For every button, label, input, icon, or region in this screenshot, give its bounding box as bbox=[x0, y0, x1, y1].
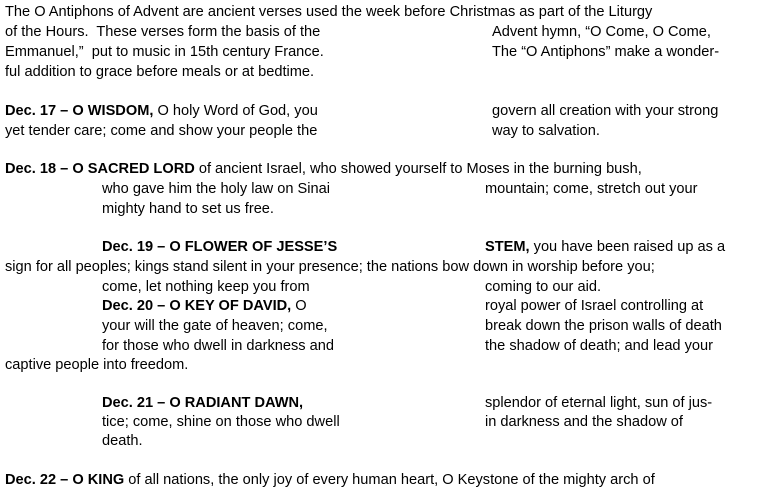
dec17-text-1a: O holy Word of God, you bbox=[153, 103, 318, 119]
dec19-line-3-left: come, let nothing keep you from bbox=[102, 279, 310, 295]
dec20-line-2-left: your will the gate of heaven; come, bbox=[102, 318, 328, 334]
intro-line-1: The O Antiphons of Advent are ancient verses used the week before Christmas as part of the Liturgy bbox=[5, 4, 653, 20]
dec17-line-2-left: yet tender care; come and show your people the bbox=[5, 123, 318, 139]
intro-line-3-left: Emmanuel,” put to music in 15th century France. bbox=[5, 44, 324, 60]
dec21-line-2-left: tice; come, shine on those who dwell bbox=[102, 414, 340, 430]
dec18-line-2-left: who gave him the holy law on Sinai bbox=[102, 181, 330, 197]
dec17-line-1 bbox=[5, 102, 318, 121]
dec19-line-3-right: coming to our aid. bbox=[485, 279, 602, 295]
dec22-text-1: of all nations, the only joy of every human heart, O Keystone of the mighty arch of bbox=[124, 472, 655, 488]
dec17-title: Dec. 17 – O WISDOM, bbox=[5, 103, 154, 119]
dec19-line-1-right bbox=[485, 238, 725, 257]
dec18-text-1: of ancient Israel, who showed yourself to Moses in the burning bush, bbox=[194, 161, 642, 177]
dec18-line-1 bbox=[5, 160, 642, 179]
dec20-line-2-right: break down the prison walls of death bbox=[485, 318, 722, 334]
intro-line-2-right: Advent hymn, “O Come, O Come, bbox=[492, 24, 711, 40]
dec21-title: Dec. 21 – O RADIANT DAWN, bbox=[102, 395, 304, 411]
dec21-line-1-right: splendor of eternal light, sun of jus- bbox=[485, 395, 713, 411]
dec20-line-3-left: for those who dwell in darkness and bbox=[102, 338, 335, 354]
dec20-line-4: captive people into freedom. bbox=[5, 357, 189, 373]
dec17-line-1-right: govern all creation with your strong bbox=[492, 103, 719, 119]
dec19-text-1: you have been raised up as a bbox=[529, 239, 726, 255]
dec21-line-2-right: in darkness and the shadow of bbox=[485, 414, 683, 430]
intro-line-2-left: of the Hours. These verses form the basis of the bbox=[5, 24, 321, 40]
dec20-line-3-right: the shadow of death; and lead your bbox=[485, 338, 713, 354]
dec22-line-1 bbox=[5, 471, 655, 490]
dec17-line-2-right: way to salvation. bbox=[492, 123, 600, 139]
intro-line-3-right: The “O Antiphons” make a wonder- bbox=[492, 44, 720, 60]
dec22-title: Dec. 22 – O KING bbox=[5, 472, 125, 488]
dec21-line-3: death. bbox=[102, 433, 143, 449]
dec19-line-2: sign for all peoples; kings stand silent in your presence; the nations bow down in worship before you; bbox=[5, 259, 655, 275]
dec20-line-1 bbox=[102, 297, 307, 316]
dec18-line-2-right: mountain; come, stretch out your bbox=[485, 181, 698, 197]
dec18-line-3: mighty hand to set us free. bbox=[102, 201, 274, 217]
dec20-text-1a: O bbox=[291, 298, 307, 314]
dec20-title: Dec. 20 – O KEY OF DAVID, bbox=[102, 298, 292, 314]
intro-line-4: ful addition to grace before meals or at bedtime. bbox=[5, 64, 315, 80]
dec19-title-left: Dec. 19 – O FLOWER OF JESSE’S bbox=[102, 239, 338, 255]
dec20-line-1-right: royal power of Israel controlling at bbox=[485, 298, 704, 314]
dec18-title: Dec. 18 – O SACRED LORD bbox=[5, 161, 195, 177]
dec19-title-right: STEM, bbox=[485, 239, 530, 255]
